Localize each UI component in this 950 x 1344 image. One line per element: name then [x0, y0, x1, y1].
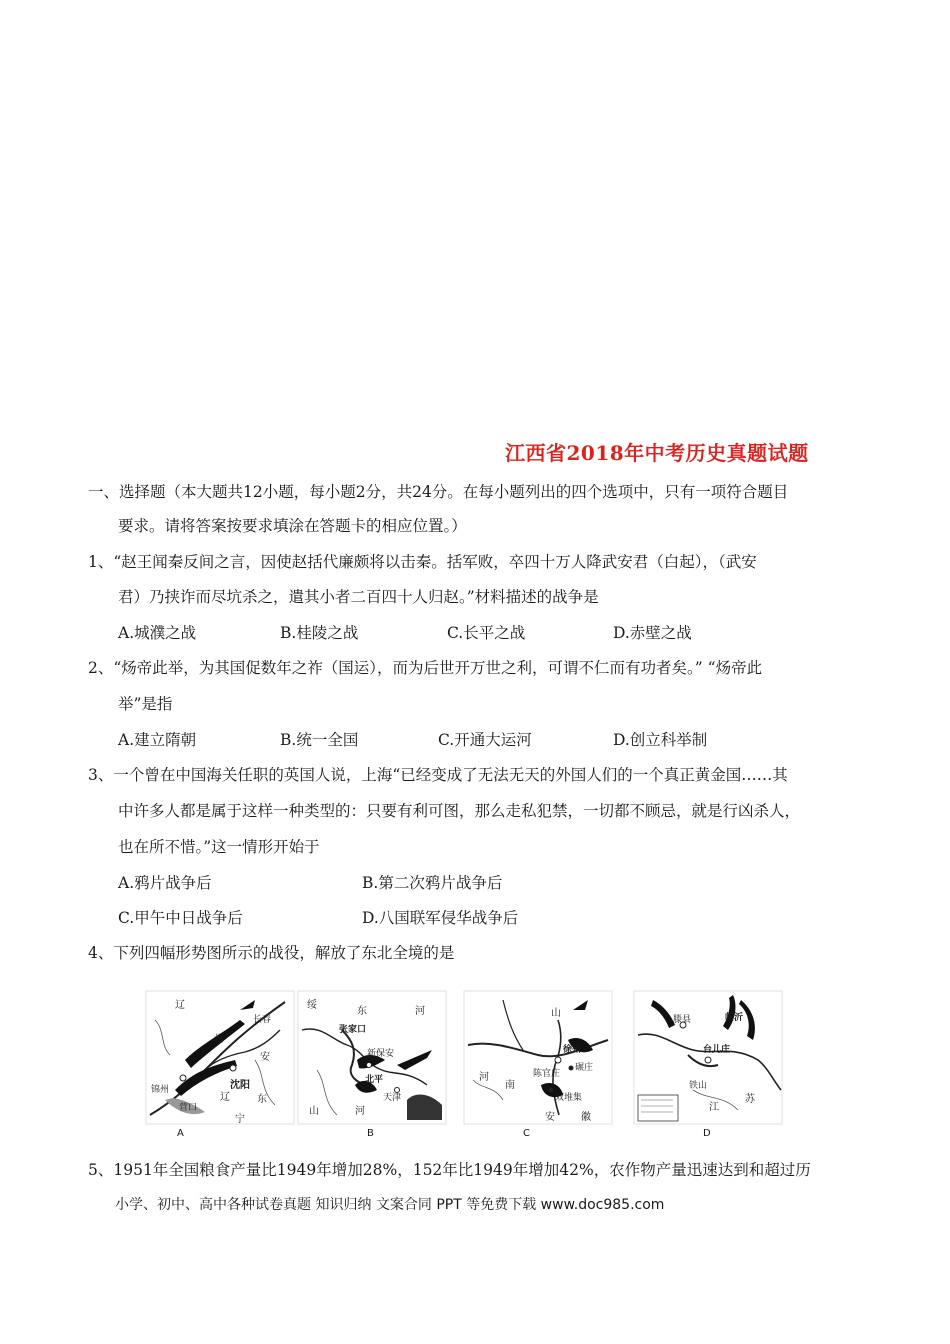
- map-b-label-xinbaoan: 新保安: [367, 1049, 395, 1059]
- map-d-label-su: 苏: [745, 1094, 755, 1105]
- map-a-label-shenyang: 沈阳: [230, 1080, 250, 1091]
- question-3-option-a: A.鸦片战争后: [118, 874, 212, 892]
- exam-title: 江西省2018年中考历史真题试题: [505, 441, 809, 465]
- battle-map-d: [633, 990, 783, 1138]
- map-b-label-sui: 绥: [307, 1000, 317, 1011]
- question-5-line-1: 5、1951年全国粮食产量比1949年增加28%，152年比1949年增加42%，农作物产量迅速达到和超过历: [88, 1161, 811, 1179]
- question-1-line-1: 1、“赵王闻秦反间之言，因使赵括代廉颇将以击秦。括军败，卒四十万人降武安君（白起），（武安: [88, 553, 757, 571]
- map-c-label-hui: 徽: [581, 1112, 591, 1123]
- question-2-line-2: 举”是指: [118, 695, 173, 713]
- map-b-label-beiping: 北平: [365, 1075, 384, 1085]
- map-a-label-yingkou: 营口: [179, 1103, 198, 1113]
- map-c-label-he: 河: [479, 1072, 489, 1083]
- question-3-line-2: 中许多人都是属于这样一种类型的：只要有利可图，那么走私犯禁，一切都不顾忌，就是行凶杀人，: [118, 802, 801, 820]
- question-3-option-c: C.甲午中日战争后: [118, 909, 243, 927]
- map-b-letter: B: [367, 1128, 374, 1139]
- map-a-letter: A: [177, 1128, 184, 1139]
- question-2-option-a: A.建立隋朝: [118, 731, 197, 749]
- map-a-label-liao: 辽: [175, 1000, 185, 1011]
- question-4-line-1: 4、下列四幅形势图所示的战役，解放了东北全境的是: [88, 944, 455, 962]
- map-b-label-he: 河: [415, 1006, 425, 1017]
- question-1-line-2: 君）乃挟诈而尽坑杀之，遣其小者二百四十人归赵。”材料描述的战争是: [118, 588, 599, 606]
- question-3-option-b: B.第二次鸦片战争后: [362, 874, 503, 892]
- map-d-label-tieshan: 铁山: [689, 1081, 708, 1091]
- map-a-label-liao-2: 辽: [220, 1092, 230, 1103]
- question-3-option-d: D.八国联军侵华战争后: [362, 909, 519, 927]
- map-c-label-shan: 山: [551, 1008, 561, 1019]
- map-b-label-zhangjiakou: 张家口: [339, 1025, 367, 1035]
- map-c-drawing: [463, 990, 613, 1125]
- battle-map-b: [297, 990, 447, 1138]
- question-2-option-b: B.统一全国: [280, 731, 359, 749]
- map-c-letter: C: [523, 1128, 530, 1139]
- question-2-option-d: D.创立科举制: [613, 731, 708, 749]
- map-c-label-shuangduiji: 双堆集: [555, 1093, 583, 1103]
- map-a-label-jinzhou: 锦州: [151, 1085, 170, 1095]
- map-b-label-he-2: 河: [355, 1106, 365, 1117]
- question-2-option-c: C.开通大运河: [438, 731, 532, 749]
- section-instruction-line-1: 一、选择题（本大题共12小题，每小题2分，共24分。在每小题列出的四个选项中，只有一项符合题目: [88, 483, 789, 501]
- map-d-label-tengxian: 滕县: [673, 1015, 692, 1025]
- map-c-label-xuzhou: 徐州: [563, 1045, 582, 1055]
- question-2-line-1: 2、“炀帝此举，为其国促数年之祚（国运），而为后世开万世之利，可谓不仁而有功者矣。” “炀帝此: [88, 659, 763, 677]
- question-3-line-3: 也在所不惜。”这一情形开始于: [118, 838, 320, 856]
- map-c-label-nan: 南: [505, 1080, 515, 1091]
- battle-map-a: [145, 990, 295, 1138]
- map-d-drawing: [633, 990, 783, 1125]
- battle-map-c: [463, 990, 613, 1138]
- map-c-label-an: 安: [545, 1112, 555, 1123]
- map-d-label-taierzhuang: 台儿庄: [703, 1045, 731, 1055]
- map-b-label-shan: 山: [309, 1106, 319, 1117]
- map-d-label-jiang: 江: [709, 1102, 719, 1113]
- battle-maps: [145, 990, 785, 1145]
- map-b-label-tianjin: 天津: [383, 1093, 402, 1103]
- map-a-label-bei: 北: [213, 1034, 223, 1045]
- section-instruction-line-2: 要求。请将答案按要求填涂在答题卡的相应位置。）: [118, 517, 467, 535]
- map-c-label-nianzhuang: 碾庄: [575, 1063, 594, 1073]
- page-footer: 小学、初中、高中各种试卷真题 知识归纳 文案合同 PPT 等免费下载 www.doc985.com: [115, 1197, 665, 1213]
- map-a-label-dong: 东: [257, 1094, 267, 1105]
- question-1-option-d: D.赤壁之战: [613, 624, 692, 642]
- map-a-label-ning: 宁: [235, 1114, 245, 1125]
- map-a-label-an: 安: [260, 1052, 270, 1063]
- map-c-label-chenguanzhuang: 陈官庄: [533, 1069, 561, 1079]
- map-a-label-changchun: 长春: [253, 1015, 272, 1025]
- question-1-option-a: A.城濮之战: [118, 624, 197, 642]
- question-3-line-1: 3、一个曾在中国海关任职的英国人说，上海“已经变成了无法无天的外国人们的一个真正黄金国……其: [88, 766, 788, 784]
- question-1-option-b: B.桂陵之战: [280, 624, 359, 642]
- map-d-label-linyi: 临沂: [725, 1013, 744, 1023]
- map-d-letter: D: [703, 1128, 711, 1139]
- map-b-label-dong: 东: [357, 1006, 367, 1017]
- question-1-option-c: C.长平之战: [447, 624, 526, 642]
- map-a-drawing: [145, 990, 295, 1125]
